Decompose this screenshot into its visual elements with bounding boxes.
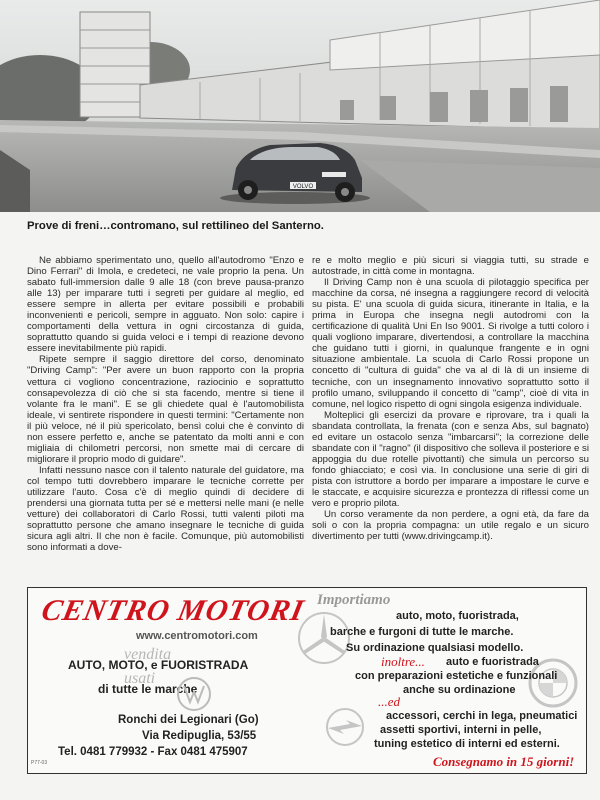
paragraph: Ne abbiamo sperimentato uno, quello all'autodromo "Enzo e Dino Ferrari" di Imola, e credeteci, ne vale proprio la pena. Un sabato full-immersion dalle 9 alle 18 (con breve pausa-pranzo alle 13) per imparare tutti i segreti per guidare al meglio, ed essere sempre in allerta per evitare possibili e probabili inconvenienti e pericoli, sempre in agguato. Non solo: capire i comportamenti della vettura in ogni circostanza di guida, soprattutto quando si guida veloci e i tempi di reazione devono essere inevitabilmente più rapidi. (27, 255, 304, 355)
ed-line-2: assetti sportivi, interni in pelle, (380, 724, 542, 736)
importiamo-label: Importiamo (317, 592, 391, 608)
paragraph: Ripete sempre il saggio direttore del corso, denominato "Driving Camp": "Per avere un buon rapporto con la propria vettura ci vogliono concentrazione, raziocinio e soprattutto consapevolezza di ciò che si sta facendo, mentre si tiene il volante fra le mani". E se gli chiedete qual è l'automobilista ideale, vi sentirete rispondere in questi termini: "Certamente non il più veloce, né il più spericolato, bensì colui che è convinto di non essere perfetto e, anche se patentato da molti anni e con migliaia di chilometri percorsi, non smette mai di cercare di migliorare il proprio modo di guidare". (27, 354, 304, 465)
svg-text:VOLVO: VOLVO (292, 184, 314, 190)
brands-line: di tutte le marche (98, 682, 198, 696)
advertisement-box (27, 587, 587, 774)
article-photo (0, 0, 600, 212)
address-street: Via Redipuglia, 53/55 (142, 730, 257, 742)
paragraph: Infatti nessuno nasce con il talento naturale del guidatore, ma col tempo tutti dovrebbero imparare le tecniche corrette per utilizzare l'auto. Cosa c'è di meglio quindi di decidere di prendersi una giornata tutta per sé e mettersi nelle mani (e nelle vetture) dei collaboratori di Carlo Rossi, tutti valenti piloti ma soprattutto persone che amano insegnare le tecniche di guida sicura agli altri. Il che non è facile. Comunque, più automobilisti sono informati a dove- (27, 464, 304, 554)
mercedes-logo-icon (296, 610, 352, 666)
opel-logo-icon (324, 706, 366, 748)
import-line-3: Su ordinazione qualsiasi modello. (346, 642, 524, 654)
vw-logo-icon (176, 676, 212, 712)
phone-fax: Tel. 0481 779932 - Fax 0481 475907 (58, 746, 248, 758)
address-city: Ronchi dei Legionari (Go) (118, 714, 259, 726)
paragraph: Molteplici gli esercizi da provare e riprovare, tra i quali la sbandata controllata, la frenata (con e senza Abs, sul bagnato) ed evitare un ostacolo senza "imbarcarsi"; la correzione delle sbandate con il "ragno" (il dispositivo che solleva il posteriore e si appoggia du due rotelle pivottanti) che simula un percorso su fondo ghiacciato; e così via. In conclusione una serie di giri di pista con istruttore a bordo per imparare a impostare le curve e le staccate, e acquisire sicurezza e prontezza di riflessi come un vero e proprio pilota. (312, 409, 589, 510)
ed-line-1: accessori, cerchi in lega, pneumatici (386, 710, 578, 722)
ad-code: P77-03 (31, 760, 48, 766)
vendita-label: vendita (124, 646, 172, 663)
delivery-slogan: Consegnamo in 15 giorni! (433, 754, 575, 769)
ed-line-3: tuning estetico di interni ed esterni. (374, 738, 560, 750)
import-line-2: barche e furgoni di tutte le marche. (330, 626, 514, 638)
inoltre-line-2: con preparazioni estetiche e funzionali (355, 670, 558, 682)
article-column-right (312, 255, 589, 542)
website-url[interactable]: www.centromotori.com (136, 630, 258, 642)
paragraph: Il Driving Camp non è una scuola di pilotaggio specifica per macchine da corsa, né insegna a raggiungere record di velocità su pista. E' una scuola di guida sicura, itinerante in Italia, e la prima in Europa che insegna negli autodromi con la certificazione di qualità Uni En Iso 9001. Si rivolge a tutti coloro i quali vogliono imparare, divertendosi, a controllare la macchina che guidano tutti i giorni, in qualunque frangente e in ogni situazione ambientale. La scuola di Carlo Rossi propone un concetto di "cultura di guida" che va al di là di un insieme di tecniche, con un insegnamento innovativo soprattutto sotto il profilo umano, sviluppando il concetto di "camp", cioè di vita in comune, nel logico rispetto di ogni singola esigenza individuale. (312, 277, 589, 410)
article-column-left (27, 255, 304, 553)
paragraph: re e molto meglio e più sicuri si viaggia tutti, su strade e autostrade, in città come in montagna. (312, 255, 589, 278)
usati-label: usati (124, 670, 156, 687)
ed-label: ...ed (378, 694, 401, 709)
photo-caption: Prove di freni…contromano, sul rettilineo del Santerno. (27, 220, 324, 232)
racetrack-photo (0, 0, 600, 212)
import-line-1: auto, moto, fuoristrada, (396, 610, 519, 622)
inoltre-line-1: auto e fuoristrada (446, 656, 539, 668)
inoltre-line-3: anche su ordinazione (403, 684, 516, 696)
sales-line: AUTO, MOTO, e FUORISTRADA (68, 658, 249, 672)
inoltre-label: inoltre... (381, 654, 425, 669)
brand-logo: CENTRO MOTORI (38, 594, 308, 627)
paragraph: Un corso veramente da non perdere, a ogni età, da fare da soli o con la propria compagna: un utile regalo e un sicuro divertimento per tutti (www.drivingcamp.it). (312, 509, 589, 543)
